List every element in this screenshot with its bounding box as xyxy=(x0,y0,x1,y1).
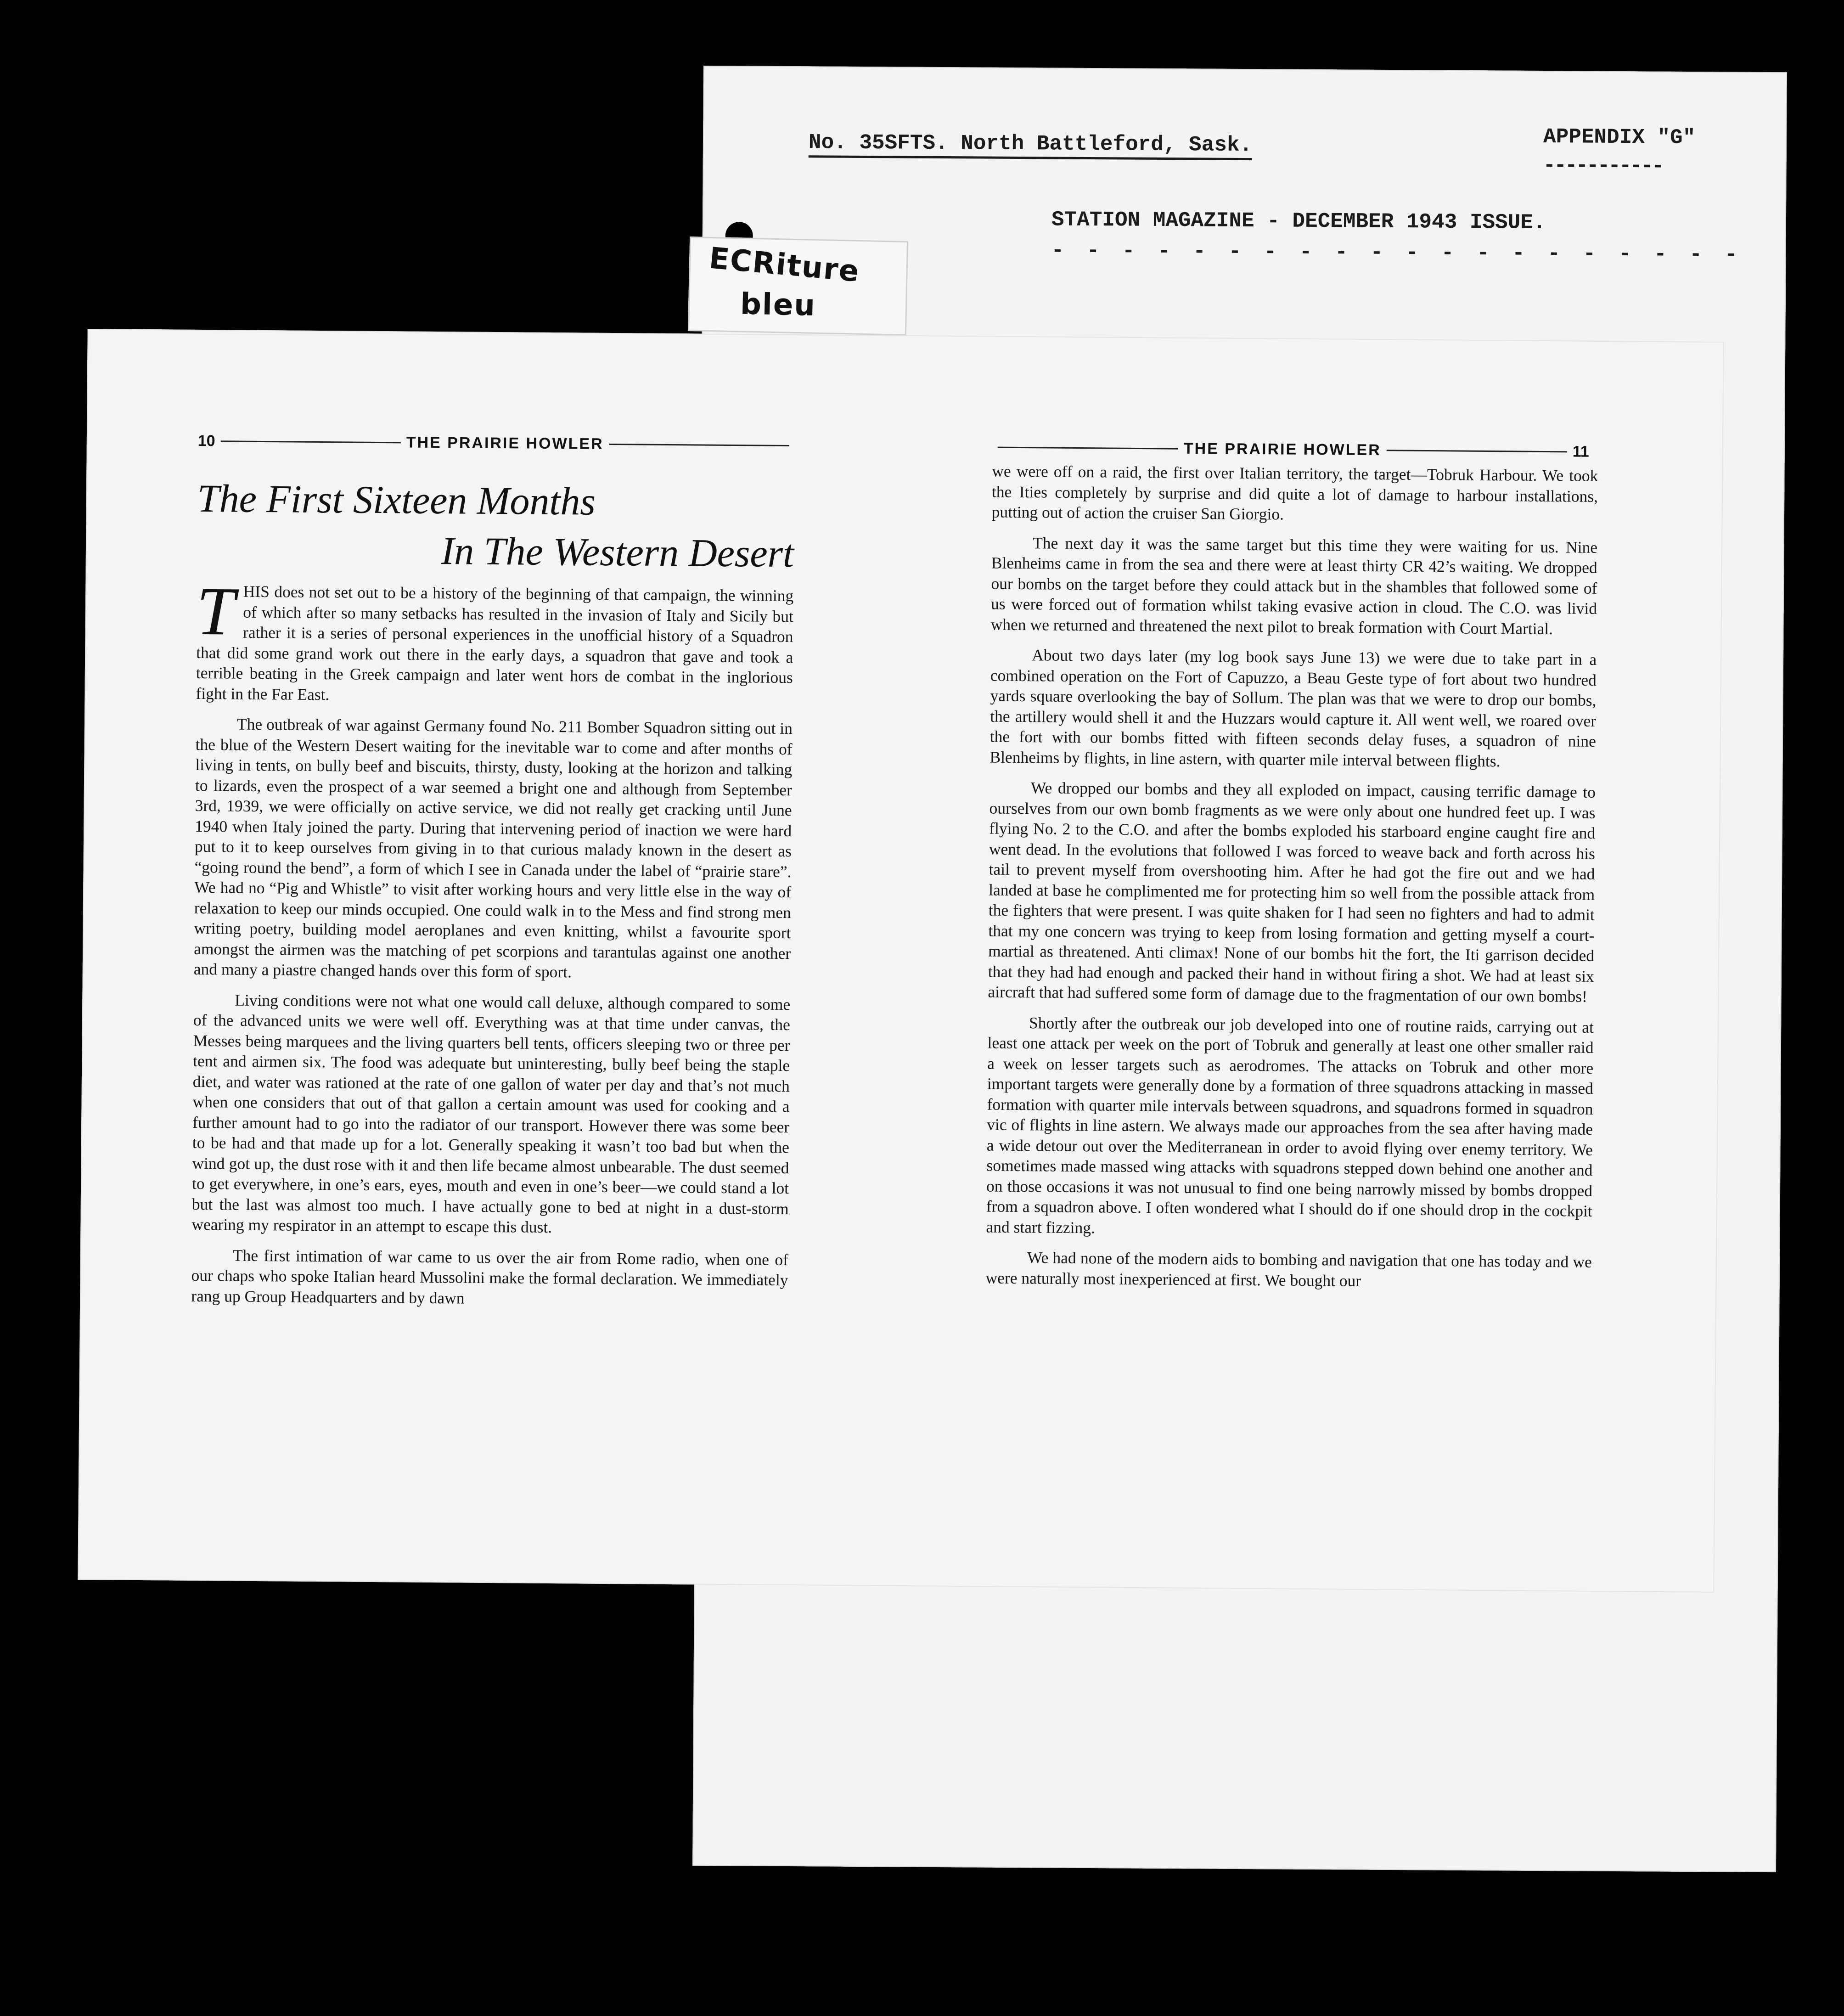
right-column xyxy=(985,461,1598,1303)
paragraph: About two days later (my log book says June 13) we were due to take part in a combined operation on the Fort of Capuzzo, a Beau Geste type of fort about two hundred yards square overlooking the bay of Sollum. The plan was that we were to drop our bombs, the artillery would shell it and the Huzzars would capture it. All went well, we roared over the fort with our bombs fitted with fifteen seconds delay fuses, a squadron of nine Blenheims by flights, in line astern, with quarter mile interval between flights. xyxy=(989,646,1597,770)
paragraph: The first intimation of war came to us over the air from Rome radio, when one of our chaps who spoke Italian heard Mussolini make the formal declaration. We immediately rang up Group Headquarters and by dawn xyxy=(191,1246,789,1307)
magazine-issue-label: STATION MAGAZINE - DECEMBER 1943 ISSUE. xyxy=(1051,208,1546,235)
handwritten-note xyxy=(688,237,908,336)
station-header: No. 35SFTS. North Battleford, Sask. xyxy=(809,130,1253,160)
running-head xyxy=(198,432,795,455)
note-line: ECRiture xyxy=(708,241,861,289)
article-title xyxy=(197,473,795,579)
note-line: bleu xyxy=(740,287,816,323)
right-page xyxy=(896,336,1723,1592)
paragraph: we were off on a raid, the first over Italian territory, the target—Tobruk Harbour. We took the Ities completely by surprise and did quite a lot of damage to harbour installations, putting out of action the cruiser San Giorgio. xyxy=(991,462,1598,524)
head-rule xyxy=(998,446,1178,449)
magazine-issue-underline: - - - - - - - - - - - - - - - - - - - - xyxy=(1051,238,1743,267)
appendix-label: APPENDIX "G" xyxy=(1543,125,1696,150)
head-rule xyxy=(1387,450,1567,452)
magazine-title: THE PRAIRIE HOWLER xyxy=(1183,439,1381,459)
paragraph: We had none of the modern aids to bombing and navigation that one has today and we were naturally most inexperienced at first. We bought our xyxy=(985,1248,1592,1290)
paragraph: The outbreak of war against Germany found No. 211 Bomber Squadron sitting out in the blue of the Western Desert waiting for the inevitable war to come and after months of living in tents, on bully beef and biscuits, thirsty, dusty, looking at the horizon and talking to lizards, even the prospect of a war seemed a bright one and although from September 3rd, 1939, we were officially on active service, we did not really get cracking until June 1940 when Italy joined the party. During that intervening period of inaction we were hard put to it to keep ourselves from giving in to that curious malady known in the desert as “going round the bend”, a form of which I see in Canada under the label of “prairie stare”. We had no “Pig and Whistle” to visit after working hours and very little else in the way of relaxation to keep our minds occupied. One could walk in to the Mess and find strong men writing poetry, building model aeroplanes and even knitting, whilst a favourite sport amongst the airmen was the matching of pet scorpions and tarantulas against one another and many a piastre changed hands over this form of sport. xyxy=(193,715,793,981)
drop-cap: T xyxy=(196,573,236,650)
paragraph xyxy=(196,573,794,708)
left-column xyxy=(191,573,794,1321)
page-number: 10 xyxy=(197,432,215,450)
paragraph: Living conditions were not what one would call deluxe, although compared to some of the advanced units we were well off. Everything was at that time under canvas, the Messes being marquees and the living quarters bell tents, officers sleeping two or three per tent and airmen six. The food was adequate but uninteresting, bully beef being the staple diet, and water was rationed at the rate of one gallon of water per day and that’s not much when one considers that out of that gallon a certain amount was used for cooking and a further amount had to go into the radiator of our transport. However there was some beer to be had and that made up for a lot. Generally speaking it wasn’t too bad but when the wind got up, the dust rose with it and then life became almost unbearable. The dust seemed to get everywhere, in one’s ears, eyes, mouth and even in one’s beer—we could stand a lot but the last was almost too much. I have actually gone to bed at night in a dust-storm wearing my respirator in an attempt to escape this dust. xyxy=(191,991,791,1237)
paragraph: We dropped our bombs and they all exploded on impact, causing terrific damage to ourselves from our own bomb fragments as we were only about one hundred feet up. I was flying No. 2 to the C.O. and after the bombs exploded his starboard engine caught fire and went dead. In the evolutions that followed I was forced to weave back and forth across his tail to prevent myself from overshooting him. After he had got the fire out and we had landed at base he complimented me for protecting him so well from the possible attack from the fighters that were present. I was quite shaken for I had seen no fighters and had to admit that my one concern was trying to keep from losing formation and getting myself a court-martial as threatened. Anti climax! None of our bombs hit the fort, the Iti garrison decided that they had had enough and packed their hand in without firing a shot. We had at least six aircraft that had suffered some form of damage due to the fragmentation of our own bombs! xyxy=(988,778,1596,1006)
running-head xyxy=(992,438,1589,461)
paragraph: Shortly after the outbreak our job developed into one of routine raids, carrying out at least one attack per week on the port of Tobruk and generally at least one other smaller raid a week on lesser targets such as aerodromes. The attacks on Tobruk and other more important targets were generally done by a formation of three squadrons attacking in massed formation with quarter mile intervals between squadrons, and squadrons formed in squadron vic of flights in line astern. We always made our approaches from the sea after having made a wide detour out over the Mediterranean in order to avoid flying over enemy territory. We sometimes made massed wing attacks with squadrons stepped down behind one another and on those occasions it was not unusual to find one being narrowly missed by bombs dropped from a squadron above. I often wondered what I should do if one should drop in the cockpit and start fizzing. xyxy=(986,1013,1594,1237)
paragraph-text: HIS does not set out to be a history of the beginning of that campaign, the winning of which after so many setbacks has resulted in the invasion of Italy and Sicily but rather it is a series of personal experiences in the unofficial history of a Squadron that did some grand work out there in the early days, a squadron that gave and took a terrible beating in the Greek campaign and later went hors de combat in the inglorious fight in the Far East. xyxy=(196,582,794,704)
appendix-underline: ----------- xyxy=(1543,153,1663,178)
page-number: 11 xyxy=(1572,442,1589,461)
magazine-title: THE PRAIRIE HOWLER xyxy=(406,434,604,453)
head-rule xyxy=(609,443,789,446)
left-page xyxy=(79,330,905,1585)
paragraph: The next day it was the same target but this time they were waiting for us. Nine Blenheims came in from the sea and there were at least thirty CR 42’s waiting. We dropped our bombs on the target before they could attack but in the shambles that followed some of us were forced out of formation whilst taking evasive action in cloud. The C.O. was livid when we returned and threatened the next pilot to break formation with Court Martial. xyxy=(990,533,1598,638)
title-line: In The Western Desert xyxy=(441,529,794,576)
magazine-spread xyxy=(78,329,1724,1593)
head-rule xyxy=(221,440,401,443)
title-line: The First Sixteen Months xyxy=(197,476,596,524)
punch-hole xyxy=(686,1988,714,2016)
